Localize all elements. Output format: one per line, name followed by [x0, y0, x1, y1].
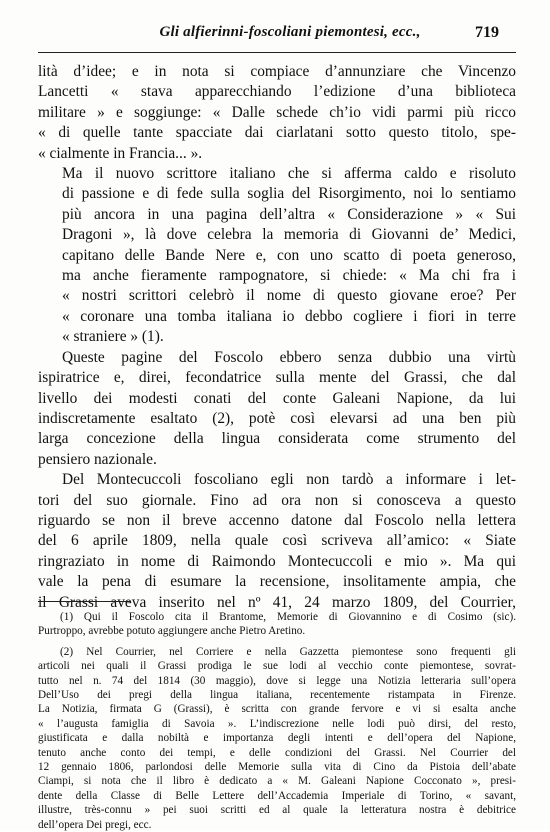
footnote-2 [38, 645, 516, 832]
footnote-line: Dell’Uso dei pregi della lingua italiana, recentemente ristampata in Firenze. [38, 689, 516, 702]
text-line: larga concezione della lingua considerata come strumento del [38, 430, 516, 448]
text-line: riguardo se non il breve accenno datone dal Foscolo nella lettera [38, 511, 516, 529]
text-line: « nostri scrittori celebrò il nome di questo giovane eroe? Per [62, 287, 516, 305]
page-number: 719 [475, 24, 499, 41]
paragraph-2 [38, 164, 516, 348]
page-header [0, 18, 550, 40]
text-line: indiscretamente esaltato (2), potè così elevarsi ad una ben più [38, 409, 516, 427]
text-line: lità d’idee; e in nota si compiace d’annunziare che Vincenzo [38, 63, 516, 80]
main-text [38, 62, 516, 613]
text-line: livello dei modesti conati del conte Galeani Napione, da lui [38, 389, 516, 407]
footnote-line: tenuto anche conto dei tempi, e delle condizioni del Grassi. Nel Courrier del [38, 746, 516, 759]
footnote-line: dell’opera Dei pregi, ecc. [38, 818, 152, 831]
text-line: più ancora in una pagina dell’altra « Considerazione » « Sui [62, 205, 516, 223]
text-line: militare » e soggiunge: « Dalle schede ch’io vidi parmi più ricco [38, 103, 516, 121]
footnote-line: « l’augusta famiglia di Savoia ». L’indiscrezione nelle lodi può dirsi, del resto, [38, 717, 516, 730]
footnote-line: 12 gennaio 1806, parlondosi delle Memorie sulla vita di Cino da Pistoia dell’abate [38, 761, 516, 774]
text-line: ispiratrice e, direi, fecondatrice sulla mente del Grassi, che dal [38, 369, 516, 387]
text-line: « cialmente in Francia... ». [38, 144, 203, 162]
footnote-line: articoli nei quali il Grassi prodiga le sue lodi al vecchio conte piemontese, sovrat- [38, 660, 516, 673]
header-rule [38, 52, 516, 53]
footnote-line: La Notizia, firmata G (Grassi), è scritta con grande fervore e vi si esalta anche [38, 703, 516, 716]
footnote-line: Purtroppo, avrebbe potuto aggiungere anche Pietro Aretino. [38, 625, 306, 638]
footnote-line: dente della Classe di Belle Lettere dell’Accademia Imperiale di Torino, « savant, [38, 789, 516, 802]
text-line: ma anche fieramente rampognatore, si chiede: « Ma chi fra i [62, 267, 516, 285]
footnote-line: Ciampi, si nota che il libro è dedicato a « M. Galeani Napione Cocconato », presi- [38, 775, 516, 788]
footnotes [38, 610, 516, 832]
text-line: il Grassi aveva inserito nel nº 41, 24 marzo 1809, del Courrier, [38, 593, 516, 611]
text-line: ringraziato in nome di Raimondo Montecuccoli e mio ». Ma qui [38, 552, 516, 570]
text-line: pensiero nazionale. [38, 450, 157, 468]
footnote-line: (1) Qui il Foscolo cita il Brantome, Memorie di Giovannino e di Cosimo (sic). [60, 611, 516, 623]
paragraph-4 [38, 470, 516, 613]
text-line: Dragoni », là dove celebra la memoria di Giovanni de’ Medici, [62, 226, 516, 244]
paragraph-1 [38, 62, 516, 164]
footnote-rule [38, 601, 130, 602]
paragraph-3 [38, 348, 516, 470]
footnote-line: (2) Nel Courrier, nel Corriere e nella Gazzetta piemontese sono frequenti gli [60, 645, 516, 658]
text-line: Lancetti « stava apparecchiando l’edizione d’una biblioteca [38, 83, 516, 101]
footnote-line: giustificata e dalla nobiltà e importanza degli intenti e dell’opera del Napione, [38, 732, 516, 745]
footnote-line: illustre, très-connu » pei suoi scritti ed al quale la letteratura nostra è debitrice [38, 804, 516, 817]
text-line: « straniere » (1). [62, 328, 164, 346]
text-line: del 6 aprile 1809, nella quale così scriveva all’amico: « Siate [38, 532, 516, 550]
text-line: vale la pena di esumare la recensione, insolitamente ampia, che [38, 573, 516, 591]
text-line: tori del suo giornale. Fino ad ora non si conosceva a questo [38, 491, 516, 509]
text-line: Del Montecuccoli foscoliano egli non tardò a informare i let- [62, 471, 516, 489]
text-line: capitano delle Bande Nere e, con uno scatto di poeta generoso, [62, 246, 516, 264]
text-line: Ma il nuovo scrittore italiano che si afferma caldo e risoluto [62, 165, 516, 183]
footnote-line: tutto nel n. 74 del 1814 (30 maggio), dove si legge una Notizia letteraria sull’opera [38, 674, 516, 687]
footnote-1 [38, 610, 516, 639]
text-line: di passione e di fede sulla soglia del Risorgimento, noi lo sentiamo [62, 185, 516, 203]
text-line: Queste pagine del Foscolo ebbero senza dubbio una virtù [62, 348, 516, 366]
text-line: « coronare una tomba italiana io debbo cogliere i fiori in terre [62, 307, 516, 325]
running-title: Gli alfierinni-foscoliani piemontesi, ecc., [159, 24, 421, 40]
text-line: « di quelle tante spacciate dai ciarlatani sotto questo titolo, spe- [38, 124, 516, 142]
